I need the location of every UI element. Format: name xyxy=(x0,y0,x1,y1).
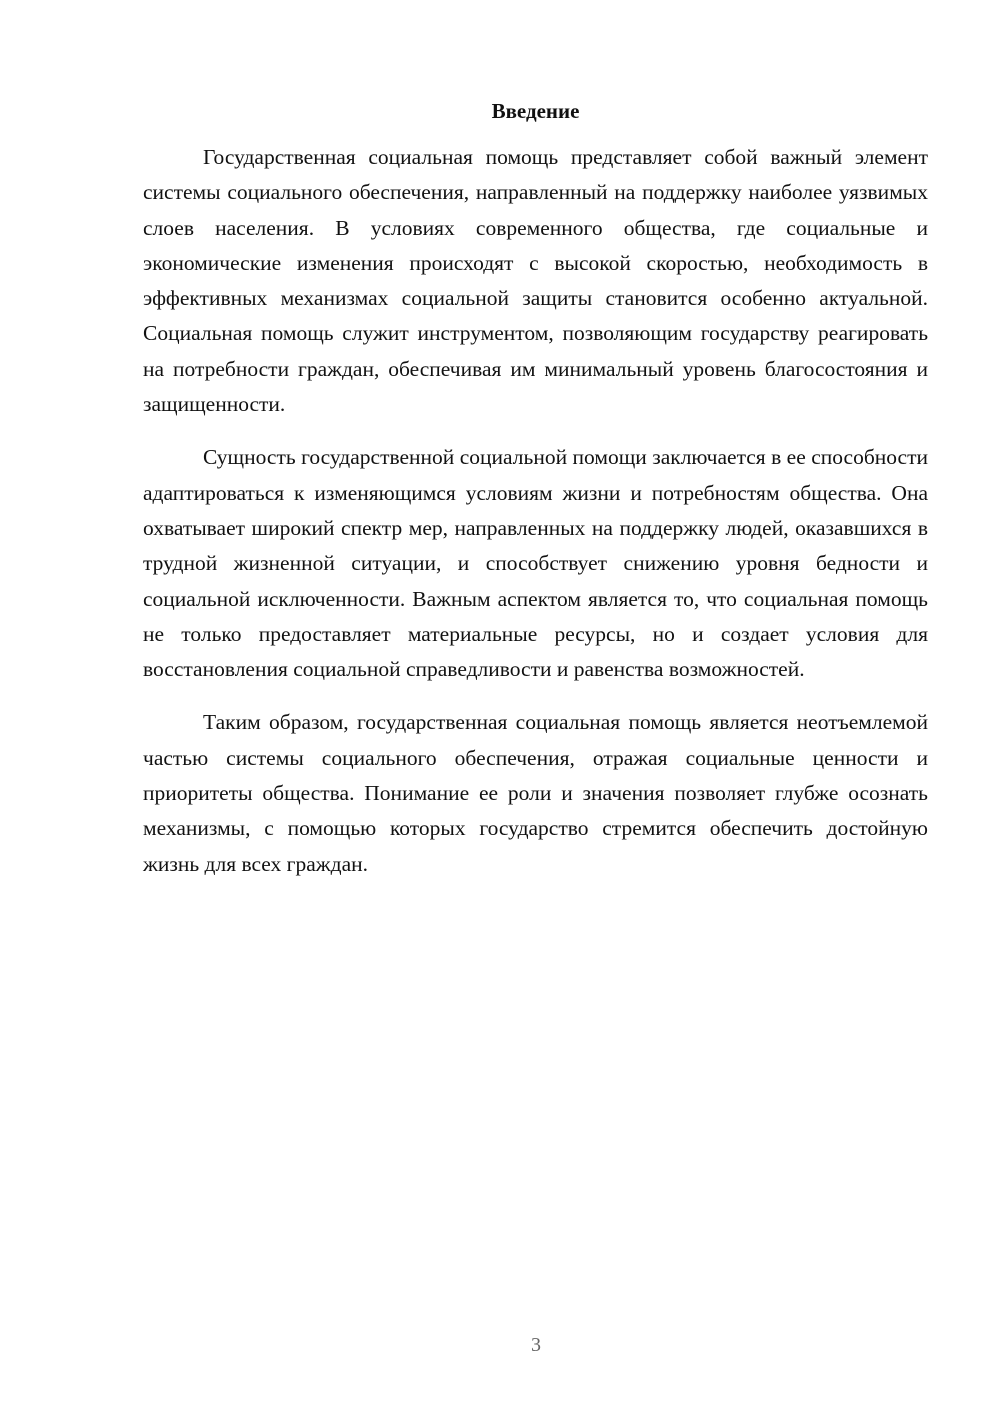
paragraph-3: Таким образом, государственная социальная помощь является неотъемлемой частью системы социального обеспечения, отражая социальные ценности и приоритеты общества. Понимание ее роли и значения позволяет глубже осознать механизмы, с помощью которых государство стремится обеспечить достойную жизнь для всех граждан. xyxy=(143,710,928,876)
paragraph-1: Государственная социальная помощь представляет собой важный элемент системы социального обеспечения, направленный на поддержку наиболее уязвимых слоев населения. В условиях современного общества, где социальные и экономические изменения происходят с высокой скоростью, необходимость в эффективных механизмах социальной защиты становится особенно актуальной. Социальная помощь служит инструментом, позволяющим государству реагировать на потребности граждан, обеспечивая им минимальный уровень благосостояния и защищенности. xyxy=(143,145,928,417)
page-number: 3 xyxy=(531,1334,541,1356)
page-content xyxy=(143,96,928,900)
section-heading: Введение xyxy=(491,99,580,123)
paragraph-2: Сущность государственной социальной помощи заключается в ее способности адаптироваться к изменяющимся условиям жизни и потребностям общества. Она охватывает широкий спектр мер, направленных на поддержку людей, оказавшихся в трудной жизненной ситуации, и способствует снижению уровня бедности и социальной исключенности. Важным аспектом является то, что социальная помощь не только предоставляет материальные ресурсы, но и создает условия для восстановления социальной справедливости и равенства возможностей. xyxy=(143,445,928,682)
